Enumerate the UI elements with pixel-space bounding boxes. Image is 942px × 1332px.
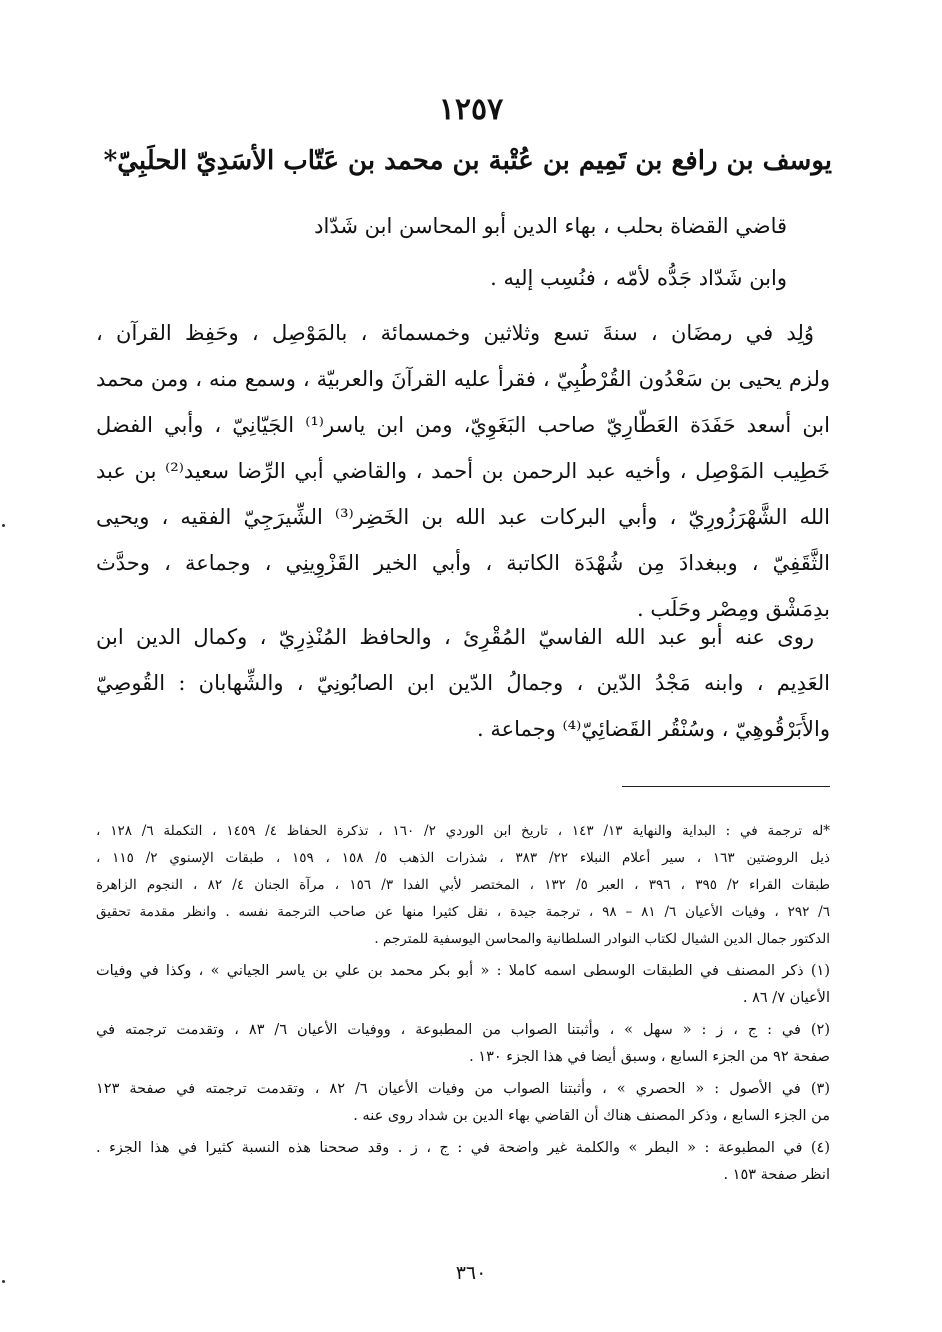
footnote-star-line: طبقات القراء ٢/ ٣٩٥ ، ٣٩٦ ، العبر ٥/ ١٣٢ ، المختصر لأبي الفدا ٣/ ١٥٦ ، مرآة الجنان ٤/ ٨٢ ، النجوم الزاهرة bbox=[96, 877, 831, 893]
text-line: ابن أسعد حَفَدَة العَطّارِيّ صاحب البَغَوِيّ، ومن ابن ياسر⁽¹⁾ الجَيّانِيّ ، وأبي الفضل bbox=[96, 413, 830, 437]
footnote-3-line: من الجزء السابع ، وذكر المصنف هناك أن القاضي بهاء الدين بن شداد روى عنه . bbox=[353, 1108, 830, 1124]
footnote-star-line: ٦/ ٢٩٢ ، وفيات الأعيان ٦/ ٨١ – ٩٨ ، ترجمة جيدة ، نقل كثيرا منها عن صاحب الترجمة نفسه . وانظر مقدمة تحقيق bbox=[96, 904, 830, 920]
footnote-2-line: (٢) في : ج ، ز : « سهل » ، وأثبتنا الصواب من المطبوعة ، ووفيات الأعيان ٦/ ٨٣ ، وتقدمت ترجمته في bbox=[96, 1022, 831, 1038]
biography-paragraph bbox=[96, 310, 830, 632]
footnote-1-line: الأعيان ٧/ ٨٦ . bbox=[742, 990, 830, 1006]
footnote-star-line: *له ترجمة في : البداية والنهاية ١٣/ ١٤٣ ، تاريخ ابن الوردي ٢/ ١٦٠ ، تذكرة الحفاظ ٤/ ١٤٥٩ ، التكملة ٦/ ١٢٨ ، bbox=[96, 823, 831, 839]
footnote-2-line: صفحة ٩٢ من الجزء السابع ، وسبق أيضا في هذا الجزء ١٣٠ . bbox=[469, 1049, 830, 1065]
text-line: الله الشَّهْرَزُورِيّ ، وأبي البركات عبد الله بن الخَضِر⁽³⁾ الشِّيرَجِيّ الفقيه ، ويحيى bbox=[96, 505, 830, 529]
footnote-1-line: (١) ذكر المصنف في الطبقات الوسطى اسمه كاملا : « أبو بكر محمد بن علي بن ياسر الجياني » ، وكذا في وفيات bbox=[96, 963, 830, 979]
footnote-divider bbox=[622, 786, 830, 787]
text-line: وُلِد في رمضَان ، سنةَ تسع وثلاثين وخمسمائة ، بالمَوْصِل ، وحَفِظ القرآن ، bbox=[96, 321, 814, 345]
footnote-star-line: ذيل الروضتين ١٦٣ ، سير أعلام النبلاء ٢٢/ ٣٨٣ ، شذرات الذهب ٥/ ١٥٨ ، ١٥٩ ، طبقات الإسنوي ٢/ ١١٥ ، bbox=[96, 850, 830, 866]
text-line: روى عنه أبو عبد الله الفاسيّ المُقْرِئ ، والحافظ المُنْذِرِيّ ، وكمال الدين ابن bbox=[96, 625, 814, 649]
text-line: الثَّقَفِيّ ، وببغدادَ مِن شُهْدَة الكاتبة ، وأبي الخير القَزْوِينِي ، وجماعة ، وحدَّث bbox=[96, 551, 830, 575]
entry-number: ١٢٥٧ bbox=[438, 92, 504, 127]
entry-title-line: قاضي القضاة بحلب ، بهاء الدين أبو المحاسن ابن شَدّاد bbox=[314, 214, 787, 238]
text-line: العَدِيم ، وابنه مَجْدُ الدّين ، وجمالُ الدّين ابن الصابُونِيّ ، والشِّهابان : القُوصِيّ bbox=[96, 671, 830, 695]
narrators-paragraph bbox=[96, 614, 830, 752]
footnote-star-line: الدكتور جمال الدين الشيال لكتاب النوادر السلطانية والمحاسن اليوسفية للمترجم . bbox=[374, 931, 830, 947]
scan-margin-mark bbox=[2, 1280, 5, 1283]
scan-margin-mark bbox=[2, 524, 5, 527]
text-line: خَطِيب المَوْصِل ، وأخيه عبد الرحمن بن أحمد ، والقاضي أبي الرِّضا سعيد⁽²⁾ بن عبد bbox=[96, 459, 831, 483]
page-number: ٣٦٠ bbox=[455, 1262, 487, 1284]
footnotes-section bbox=[96, 818, 830, 1189]
entry-heading-name: يوسف بن رافع بن تَمِيم بن عُتْبة بن محمد بن عَتّاب الأسَدِيّ الحلَبِيّ* bbox=[103, 146, 832, 176]
text-line: بدِمَشْق ومِصْر وحَلَب . bbox=[637, 597, 830, 621]
text-line: ولزم يحيى بن سَعْدُون القُرْطُبِيّ ، فقرأ عليه القرآنَ والعربيّة ، وسمع منه ، ومن محمد bbox=[96, 367, 830, 391]
entry-title-line: وابن شَدّاد جَدُّه لأمّه ، فنُسِب إليه . bbox=[490, 266, 787, 290]
footnote-4-line: (٤) في المطبوعة : « البطر » والكلمة غير واضحة في : ج ، ز . وقد صححنا هذه النسبة كثيرا في هذا الجزء . bbox=[96, 1140, 830, 1156]
footnote-3-line: (٣) في الأصول : « الحصري » ، وأثبتنا الصواب من وفيات الأعيان ٦/ ٨٢ ، وتقدمت ترجمته في صفحة ١٢٣ bbox=[96, 1081, 830, 1097]
text-line: والأَبَرْقُوهِيّ ، وسُنْقُر القَضائِيّ⁽⁴⁾ وجماعة . bbox=[477, 717, 830, 741]
footnote-4-line: انظر صفحة ١٥٣ . bbox=[723, 1167, 830, 1183]
